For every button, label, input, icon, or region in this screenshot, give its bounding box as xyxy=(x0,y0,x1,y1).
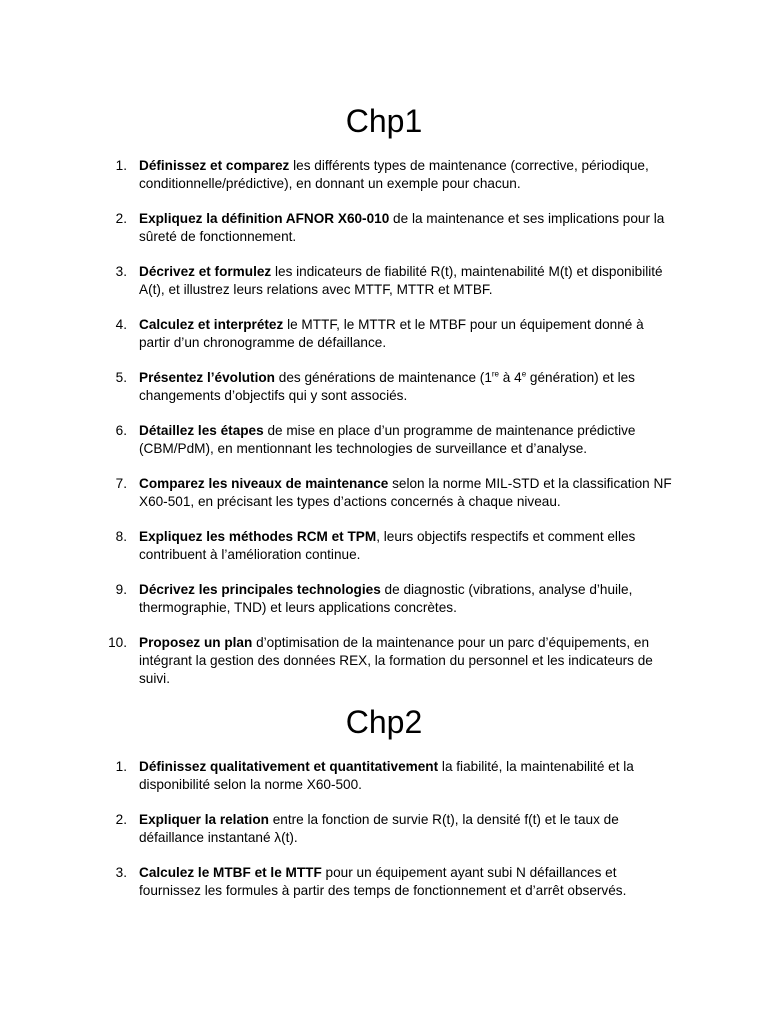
item-text xyxy=(139,529,635,562)
item-bold-lead: Proposez un plan xyxy=(139,635,253,650)
item-number: 2. xyxy=(115,211,127,226)
item-text xyxy=(139,158,649,191)
item-bold-lead: Expliquez les méthodes RCM et TPM xyxy=(139,529,377,544)
item-number: 6. xyxy=(115,423,127,438)
item-bold-lead: Détaillez les étapes xyxy=(139,423,264,438)
list-item xyxy=(0,864,768,900)
item-bold-lead: Présentez l’évolution xyxy=(139,370,275,385)
item-body: , leurs objectifs respectifs et comment elles contribuent à l’amélioration continue. xyxy=(139,529,636,562)
list-item xyxy=(0,422,768,458)
question-list-chp2 xyxy=(0,758,768,917)
list-item xyxy=(0,210,768,246)
item-body-part: à 4 xyxy=(499,370,522,385)
item-number: 9. xyxy=(115,582,127,597)
item-bold-lead: Expliquer la relation xyxy=(139,812,269,827)
list-item xyxy=(0,475,768,511)
item-bold-lead: Décrivez les principales technologies xyxy=(139,582,381,597)
item-body: pour un équipement ayant subi N défaillances et fournissez les formules à partir des temps de fonctionnement et d’arrêt observés. xyxy=(139,865,627,898)
question-list-chp1 xyxy=(0,157,768,705)
item-bold-lead: Définissez qualitativement et quantitativement xyxy=(139,759,439,774)
list-item xyxy=(0,528,768,564)
item-bold-lead: Calculez et interprétez xyxy=(139,317,284,332)
item-text xyxy=(139,812,619,845)
item-body: de mise en place d’un programme de maintenance prédictive (CBM/PdM), en mentionnant les technologies de surveillance et d’analyse. xyxy=(139,423,636,456)
list-item xyxy=(0,263,768,299)
item-body: la fiabilité, la maintenabilité et la disponibilité selon la norme X60‑500. xyxy=(139,759,634,792)
item-text xyxy=(139,211,664,244)
list-item xyxy=(0,758,768,794)
item-body-part: des générations de maintenance (1 xyxy=(274,370,492,385)
item-number: 3. xyxy=(115,865,127,880)
item-text xyxy=(139,582,632,615)
item-number: 2. xyxy=(115,812,127,827)
item-bold-lead: Expliquez la définition AFNOR X60‑010 xyxy=(139,211,390,226)
list-item xyxy=(0,369,768,405)
item-body: selon la norme MIL‑STD et la classification NF X60‑501, en précisant les types d’actions concernés à chaque niveau. xyxy=(139,476,672,509)
item-number: 4. xyxy=(115,317,127,332)
list-item xyxy=(0,634,768,688)
item-bold-lead: Définissez et comparez xyxy=(139,158,290,173)
item-text xyxy=(139,317,644,350)
item-text xyxy=(139,635,653,686)
superscript: e xyxy=(521,369,527,379)
list-item xyxy=(0,811,768,847)
item-body: de diagnostic (vibrations, analyse d’huile, thermographie, TND) et leurs applications concrètes. xyxy=(139,582,633,615)
item-text xyxy=(139,865,626,898)
item-text xyxy=(139,423,635,456)
chapter-title-chp1: Chp1 xyxy=(345,103,423,139)
item-number: 7. xyxy=(115,476,127,491)
item-number: 1. xyxy=(115,759,127,774)
item-body: d’optimisation de la maintenance pour un parc d’équipements, en intégrant la gestion des données REX, la formation du personnel et les indicateurs de suivi. xyxy=(139,635,653,686)
item-body: les différents types de maintenance (corrective, périodique, conditionnelle/prédictive), en donnant un exemple pour chacun. xyxy=(139,158,649,191)
list-item xyxy=(0,581,768,617)
item-bold-lead: Calculez le MTBF et le MTTF xyxy=(139,865,322,880)
item-number: 8. xyxy=(115,529,127,544)
item-text xyxy=(139,759,634,792)
superscript: re xyxy=(491,369,499,379)
item-body: de la maintenance et ses implications pour la sûreté de fonctionnement. xyxy=(139,211,665,244)
item-text xyxy=(139,264,663,297)
item-bold-lead: Décrivez et formulez xyxy=(139,264,272,279)
item-number: 10. xyxy=(108,635,127,650)
list-item xyxy=(0,157,768,193)
list-item xyxy=(0,316,768,352)
item-body: le MTTF, le MTTR et le MTBF pour un équipement donné à partir d’un chronogramme de défaillance. xyxy=(139,317,644,350)
item-text xyxy=(139,370,635,403)
item-text xyxy=(139,476,672,509)
chapter-title-chp2: Chp2 xyxy=(345,704,423,740)
item-number: 1. xyxy=(115,158,127,173)
item-bold-lead: Comparez les niveaux de maintenance xyxy=(139,476,389,491)
item-body-part: génération) et les changements d’objectifs qui y sont associés. xyxy=(139,370,635,403)
item-number: 3. xyxy=(115,264,127,279)
item-number: 5. xyxy=(115,370,127,385)
item-body: les indicateurs de fiabilité R(t), maintenabilité M(t) et disponibilité A(t), et illustrez leurs relations avec MTTF, MTTR et MTBF. xyxy=(139,264,663,297)
item-body: entre la fonction de survie R(t), la densité f(t) et le taux de défaillance instantané λ(t). xyxy=(139,812,619,845)
